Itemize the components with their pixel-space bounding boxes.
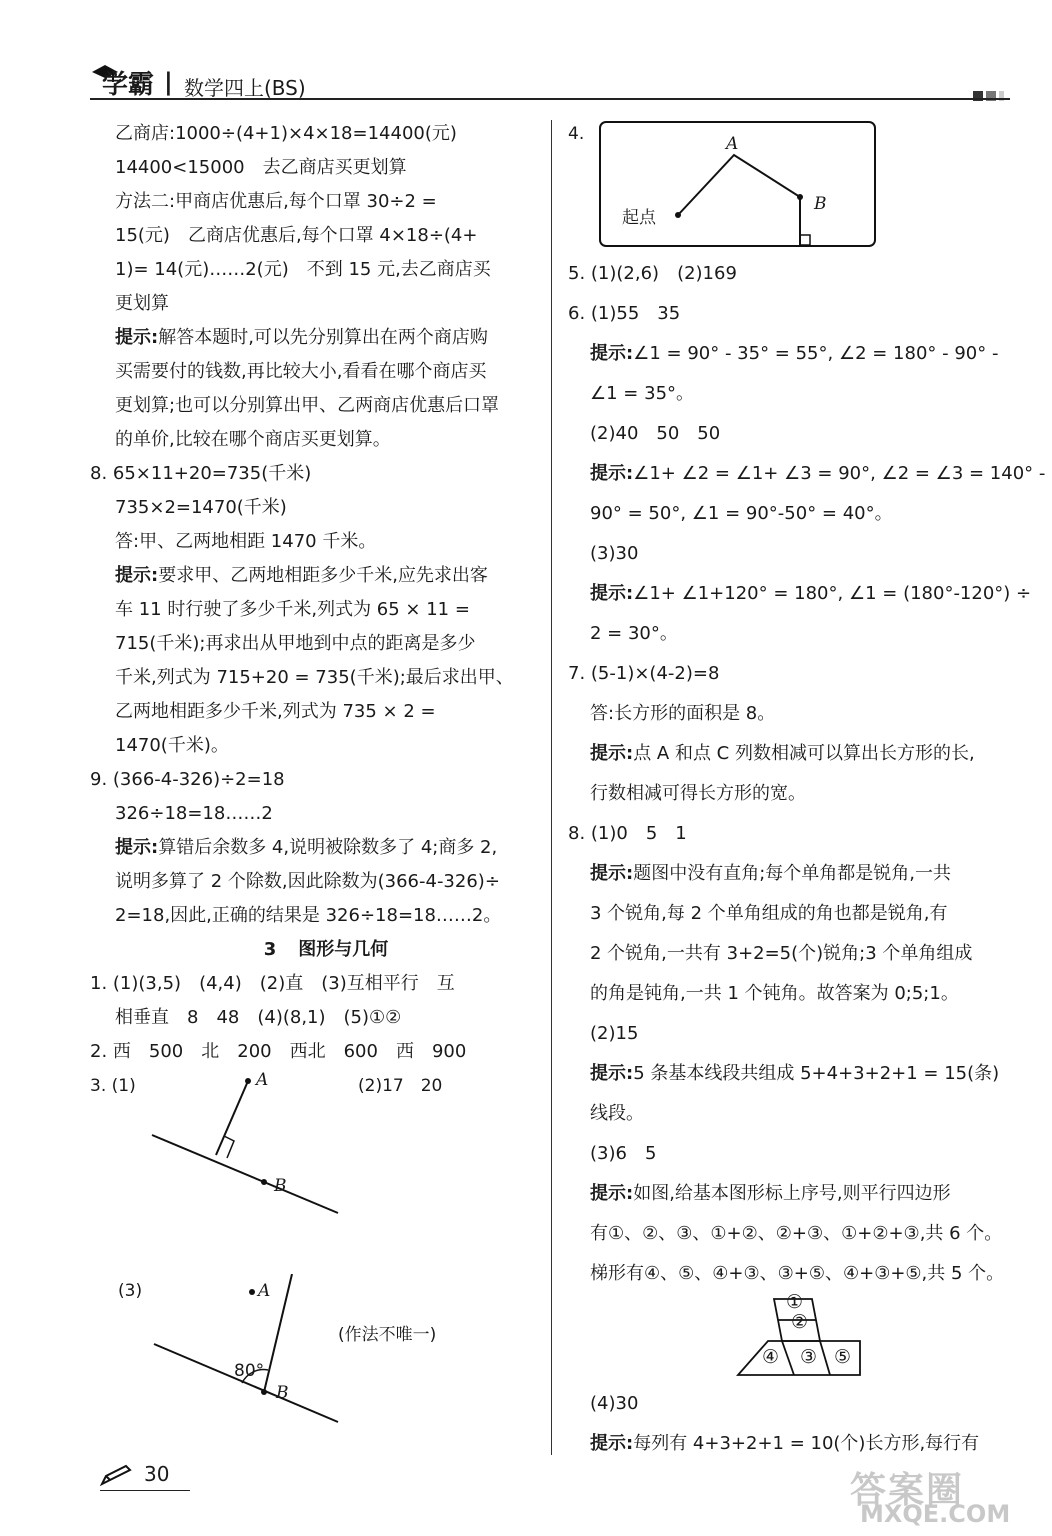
- hint-line: [90, 831, 542, 865]
- hint-line: 的单价,比较在哪个商店买更划算。: [115, 429, 391, 450]
- hint-line: 车 11 时行驶了多少千米,列式为 65 × 11 =: [115, 599, 470, 620]
- question-3-3-label: (3): [118, 1281, 143, 1301]
- hint-label: 提示:: [590, 343, 634, 364]
- section-name: 图形与几何: [298, 939, 389, 960]
- hint-line: [568, 337, 1018, 371]
- hint-text: 5 条基本线段共组成 5+4+3+2+1 = 15(条): [633, 1063, 1000, 1084]
- hint-line: 有①、②、③、①+②、②+③、①+②+③,共 6 个。: [590, 1223, 1003, 1244]
- column-divider: [551, 120, 552, 1455]
- point-a-label: A: [726, 134, 739, 154]
- hint-label: 提示:: [590, 1063, 634, 1084]
- watermark-url: MXQE.COM: [860, 1500, 1011, 1528]
- hint-text: ∠1+ ∠1+120° = 180°, ∠1 = (180°-120°) ÷: [633, 583, 1032, 604]
- hint-text: ∠1+ ∠2 = ∠1+ ∠3 = 90°, ∠2 = ∠3 = 140° -: [633, 463, 1046, 484]
- question-5: 5. (1)(2,6) (2)169: [568, 263, 737, 284]
- text-line: (2)15: [590, 1023, 639, 1044]
- hint-line: [90, 321, 542, 355]
- text-line: 1)= 14(元)……2(元) 不到 15 元,去乙商店买: [115, 259, 491, 280]
- text-line: 15(元) 乙商店优惠后,每个口罩 4×18÷(4+: [115, 225, 478, 246]
- page-number: 30: [144, 1462, 170, 1486]
- point-b-label: B: [274, 1176, 287, 1196]
- book-title: 数学四上(BS): [184, 76, 306, 100]
- page-footer: [100, 1460, 190, 1500]
- pencil-icon: [100, 1464, 134, 1490]
- text-line: (3)6 5: [590, 1143, 657, 1164]
- hint-line: 的角是钝角,一共 1 个钝角。故答案为 0;5;1。: [590, 983, 959, 1004]
- start-point-label: 起点: [622, 208, 656, 228]
- hint-label: 提示:: [115, 565, 159, 586]
- question-3-part2: (2)17 20: [358, 1076, 443, 1096]
- hint-line: 715(千米);再求出从甲地到中点的距离是多少: [115, 633, 476, 654]
- point-a-label: A: [256, 1070, 269, 1090]
- hint-label: 提示:: [590, 1183, 634, 1204]
- hint-line: 2=18,因此,正确的结果是 326÷18=18……2。: [115, 905, 502, 926]
- figure-perpendicular: [90, 1069, 542, 1274]
- hint-line: 说明多算了 2 个除数,因此除数为(366-4-326)÷: [115, 871, 500, 892]
- route-diagram: [568, 117, 1018, 257]
- hint-label: 提示:: [590, 583, 634, 604]
- hint-text: 解答本题时,可以先分别算出在两个商店购: [158, 327, 488, 348]
- section-title: [90, 933, 542, 967]
- text-line: 乙商店:1000÷(4+1)×4×18=14400(元): [115, 123, 457, 144]
- hint-line: [568, 1057, 1018, 1091]
- shape-label-2: ②: [791, 1311, 809, 1333]
- hint-line: 2 = 30°。: [590, 623, 678, 644]
- figure-angle: [90, 1274, 542, 1434]
- brand-logo: 学霸: [102, 70, 155, 100]
- text-line: 答:长方形的面积是 8。: [590, 703, 776, 724]
- text-line: (4)30: [590, 1393, 639, 1414]
- hint-label: 提示:: [590, 863, 634, 884]
- section-number: 3: [263, 939, 277, 960]
- left-column: [90, 117, 542, 1434]
- header-rule: [90, 98, 1010, 100]
- text-line: 方法二:甲商店优惠后,每个口罩 30÷2 =: [115, 191, 437, 212]
- hint-line: [568, 857, 1018, 891]
- hint-text: 要求甲、乙两地相距多少千米,应先求出客: [158, 565, 488, 586]
- hint-text: 题图中没有直角;每个单角都是锐角,一共: [633, 863, 951, 884]
- figure-route: [568, 117, 1018, 257]
- hint-line: 3 个锐角,每 2 个单角组成的角也都是锐角,有: [590, 903, 948, 924]
- header-separator: |: [164, 68, 173, 96]
- hint-line: ∠1 = 35°。: [590, 383, 695, 404]
- hint-line: 1470(千米)。: [115, 735, 229, 756]
- shape-label-1: ①: [786, 1291, 804, 1313]
- right-column: [568, 117, 1046, 1461]
- hint-line: 2 个锐角,一共有 3+2=5(个)锐角;3 个单角组成: [590, 943, 973, 964]
- text-line: 相垂直 8 48 (4)(8,1) (5)①②: [115, 1007, 402, 1028]
- text-line: 更划算: [115, 293, 169, 314]
- text-line: 735×2=1470(千米): [115, 497, 287, 518]
- question-8: 8. 65×11+20=735(千米): [90, 463, 312, 484]
- hint-line: [568, 577, 1032, 611]
- hint-text: 每列有 4+3+2+1 = 10(个)长方形,每行有: [633, 1433, 980, 1454]
- hint-line: 梯形有④、⑤、④+③、③+⑤、④+③+⑤,共 5 个。: [590, 1263, 1005, 1284]
- geometry-q1: 1. (1)(3,5) (4,4) (2)直 (3)互相平行 互: [90, 973, 455, 994]
- text-line: 326÷18=18……2: [115, 803, 273, 824]
- method-note: (作法不唯一): [338, 1325, 437, 1345]
- page-header: [90, 62, 1010, 102]
- hint-line: [568, 1427, 1018, 1461]
- footer-rule: [100, 1490, 190, 1491]
- hint-line: [568, 737, 1018, 771]
- text-line: 14400<15000 去乙商店买更划算: [115, 157, 407, 178]
- question-8: 8. (1)0 5 1: [568, 823, 687, 844]
- angle-label: 80°: [234, 1361, 265, 1381]
- hint-line: 行数相减可得长方形的宽。: [590, 783, 806, 804]
- question-4-label: 4.: [568, 124, 585, 144]
- angle-diagram: [90, 1274, 542, 1434]
- hint-line: 更划算;也可以分别算出甲、乙两商店优惠后口罩: [115, 395, 500, 416]
- header-decoration: [970, 86, 1004, 105]
- hint-text: 算错后余数多 4,说明被除数多了 4;商多 2,: [158, 837, 498, 858]
- hint-text: 如图,给基本图形标上序号,则平行四边形: [633, 1183, 951, 1204]
- hint-label: 提示:: [115, 327, 159, 348]
- text-line: 答:甲、乙两地相距 1470 千米。: [115, 531, 377, 552]
- shape-label-3: ③: [800, 1346, 818, 1368]
- hint-label: 提示:: [590, 743, 634, 764]
- hint-text: ∠1 = 90° - 35° = 55°, ∠2 = 180° - 90° -: [633, 343, 999, 364]
- text-line: (3)30: [590, 543, 639, 564]
- question-9: 9. (366-4-326)÷2=18: [90, 769, 285, 790]
- point-b-label: B: [276, 1383, 289, 1403]
- hint-line: [568, 457, 1046, 491]
- watermark-logo: 答案圈: [850, 1470, 965, 1511]
- perpendicular-diagram: [90, 1069, 542, 1274]
- point-a-label: A: [258, 1281, 271, 1301]
- hint-line: 千米,列式为 715+20 = 735(千米);最后求出甲、: [115, 667, 514, 688]
- figure-shapes: [568, 1291, 1018, 1387]
- point-b-label: B: [814, 194, 827, 214]
- hint-line: 买需要付的钱数,再比较大小,看看在哪个商店买: [115, 361, 487, 382]
- hint-line: [568, 1177, 1018, 1211]
- question-7: 7. (5-1)×(4-2)=8: [568, 663, 720, 684]
- question-6: 6. (1)55 35: [568, 303, 681, 324]
- hint-label: 提示:: [590, 463, 634, 484]
- hint-line: 乙两地相距多少千米,列式为 735 × 2 =: [115, 701, 436, 722]
- shape-label-5: ⑤: [834, 1346, 852, 1368]
- question-3-label: 3. (1): [90, 1076, 136, 1096]
- text-line: (2)40 50 50: [590, 423, 721, 444]
- hint-line: 线段。: [590, 1103, 644, 1124]
- hint-line: [90, 559, 542, 593]
- geometry-q2: 2. 西 500 北 200 西北 600 西 900: [90, 1041, 467, 1062]
- hint-label: 提示:: [590, 1433, 634, 1454]
- hint-label: 提示:: [115, 837, 159, 858]
- hint-text: 点 A 和点 C 列数相减可以算出长方形的长,: [633, 743, 975, 764]
- shape-label-4: ④: [762, 1346, 780, 1368]
- hint-line: 90° = 50°, ∠1 = 90°-50° = 40°。: [590, 503, 893, 524]
